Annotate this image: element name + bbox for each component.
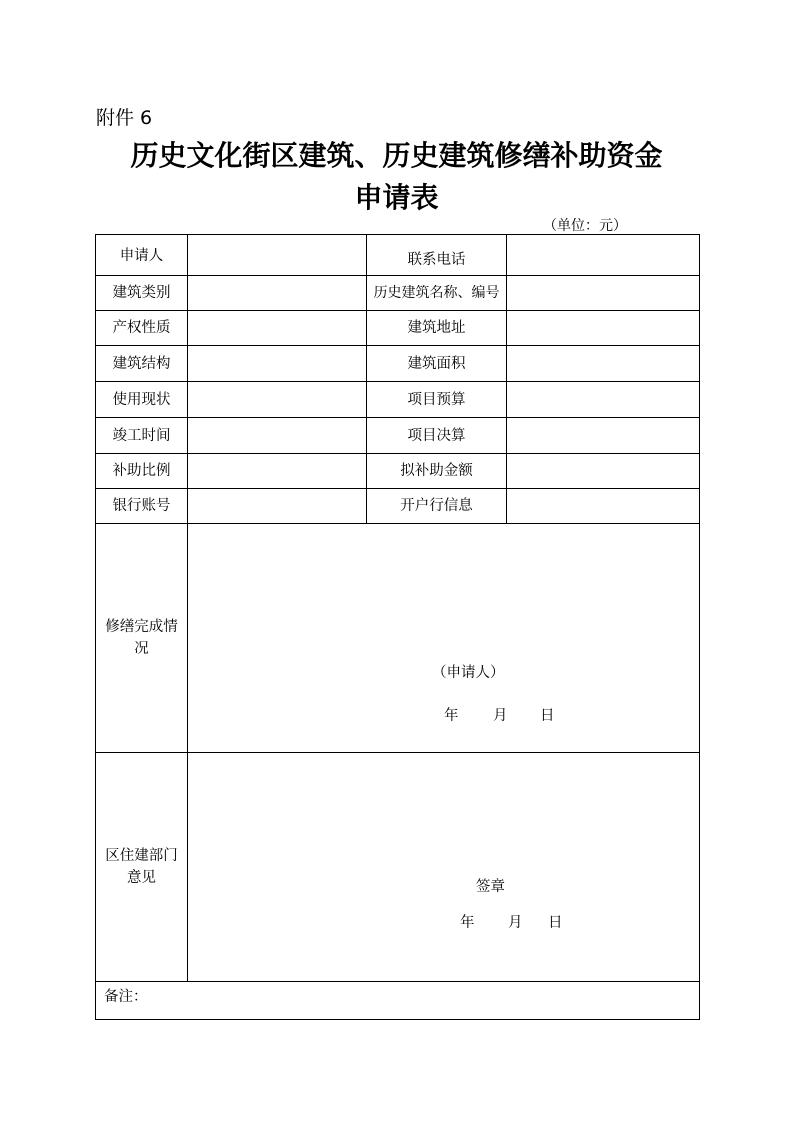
remarks-label: 备注： [104,989,148,1005]
applicant-field[interactable] [188,235,366,275]
subsidy-ratio-field[interactable] [188,454,366,488]
district-date-year: 年 [460,915,475,931]
repair-date-day: 日 [540,708,555,724]
building-structure-field[interactable] [188,346,366,381]
seal-label: 签章 [476,879,505,895]
building-address-field[interactable] [507,311,699,345]
repair-date-month: 月 [493,708,508,724]
project-budget-field[interactable] [507,382,699,417]
label-current-use: 使用现状 [112,391,171,408]
building-area-field[interactable] [507,346,699,381]
repair-completion-label-cell [96,524,187,752]
label-applicant: 申请人 [119,248,164,264]
currency-unit-note: （单位：元） [543,218,627,234]
current-use-field[interactable] [188,382,366,417]
applicant-signature-label: （申请人） [432,665,505,681]
label-district-housing-opinion: 区住建部门意见 [105,848,178,886]
project-final-account-field[interactable] [507,418,699,453]
repair-date-year: 年 [444,708,459,724]
label-historic-building-name-number: 历史建筑名称、编号 [373,285,500,301]
property-rights-field[interactable] [188,311,366,345]
label-building-category: 建筑类别 [112,285,171,301]
label-bank-account: 银行账号 [112,498,171,514]
bank-account-field[interactable] [188,489,366,523]
district-opinion-field[interactable] [188,753,699,981]
label-contact-phone: 联系电话 [407,252,466,268]
label-repair-completion: 修缮完成情况 [105,619,178,657]
label-proposed-subsidy-amount: 拟补助金额 [400,463,473,479]
building-category-field[interactable] [188,276,366,310]
form-title-line-2: 申请表 [354,181,439,214]
label-bank-info: 开户行信息 [400,498,473,514]
bank-info-field[interactable] [507,489,699,523]
contact-phone-field[interactable] [507,235,699,275]
label-building-structure: 建筑结构 [112,355,171,372]
label-property-rights: 产权性质 [112,320,171,336]
label-project-final-account: 项目决算 [407,427,466,444]
district-opinion-label-cell [96,753,187,981]
district-date-day: 日 [548,915,563,931]
label-completion-time: 竣工时间 [112,427,171,444]
completion-time-field[interactable] [188,418,366,453]
form-title-line-1: 历史文化街区建筑、历史建筑修缮补助资金 [130,139,663,172]
label-building-address: 建筑地址 [407,320,466,336]
proposed-subsidy-amount-field[interactable] [507,454,699,488]
application-form-table [95,234,700,1020]
historic-building-name-field[interactable] [507,276,699,310]
district-date-month: 月 [508,915,523,931]
label-project-budget: 项目预算 [407,391,466,408]
attachment-number: 附件 6 [96,107,153,129]
label-subsidy-ratio: 补助比例 [112,463,171,479]
label-building-area: 建筑面积 [407,355,466,372]
remarks-field[interactable] [156,982,699,1019]
